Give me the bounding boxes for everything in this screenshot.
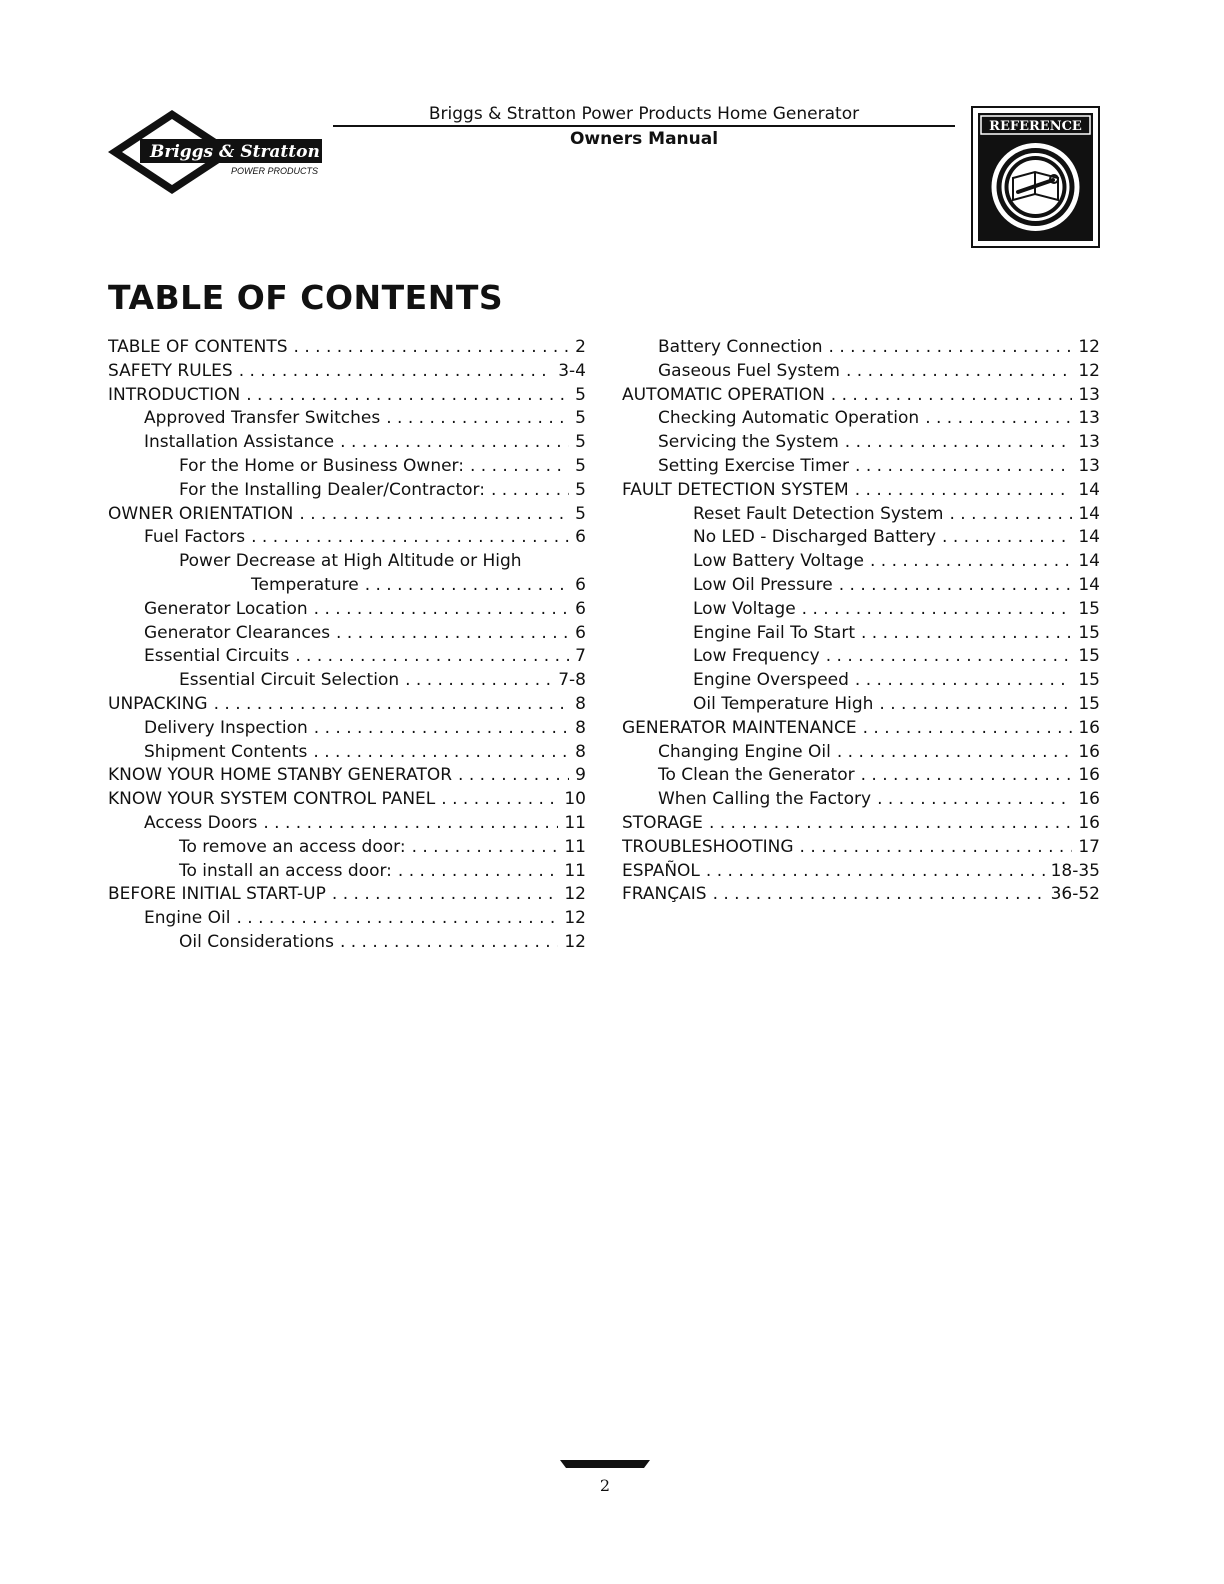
- toc-entry: [622, 812, 1100, 836]
- toc-entry-title: When Calling the Factory: [658, 789, 872, 810]
- toc-entry: [108, 907, 586, 931]
- toc-entry: [622, 336, 1100, 360]
- toc-entry: [108, 503, 586, 527]
- toc-entry-title: Engine Fail To Start: [693, 622, 855, 643]
- toc-entry-title: Oil Temperature High: [693, 693, 874, 714]
- toc-dot-leader: [942, 526, 1072, 550]
- toc-entry-title: To install an access door:: [179, 860, 392, 881]
- toc-entry-page: 14: [1078, 527, 1100, 548]
- toc-entry: [622, 764, 1100, 788]
- toc-dot-leader: [237, 907, 559, 931]
- toc-entry: [622, 550, 1100, 574]
- toc-dot-leader: [491, 479, 569, 503]
- toc-entry-page: 3-4: [558, 360, 586, 381]
- toc-dot-leader: [831, 384, 1073, 408]
- toc-entry: [622, 574, 1100, 598]
- toc-dot-leader: [314, 717, 569, 741]
- toc-dot-leader: [239, 360, 553, 384]
- toc-entry: [108, 431, 586, 455]
- toc-entry-title: Fuel Factors: [144, 527, 246, 548]
- toc-dot-leader: [877, 788, 1072, 812]
- toc-entry-page: 36-52: [1050, 884, 1100, 905]
- toc-entry: [622, 598, 1100, 622]
- toc-entry: [108, 812, 586, 836]
- toc-entry: [622, 503, 1100, 527]
- toc-entry-title: ESPAÑOL: [622, 860, 700, 881]
- toc-entry-title: Servicing the System: [658, 432, 839, 453]
- toc-dot-leader: [863, 717, 1073, 741]
- toc-entry-page: 17: [1078, 836, 1100, 857]
- toc-dot-leader: [837, 741, 1073, 765]
- toc-entry-page: 15: [1078, 622, 1100, 643]
- toc-entry: [622, 741, 1100, 765]
- toc-entry-title: AUTOMATIC OPERATION: [622, 384, 825, 405]
- toc-dot-leader: [925, 407, 1072, 431]
- document-subtitle: Owners Manual: [569, 129, 719, 149]
- toc-entry-title: Oil Considerations: [179, 931, 334, 952]
- toc-entry: [108, 836, 586, 860]
- toc-entry-title: Generator Location: [144, 598, 308, 619]
- toc-entry: [108, 931, 586, 955]
- toc-entry-page: 8: [575, 717, 586, 738]
- toc-entry-page: 5: [575, 432, 586, 453]
- toc-entry-page: 6: [575, 598, 586, 619]
- toc-dot-leader: [314, 598, 570, 622]
- toc-entry-page: 5: [575, 408, 586, 429]
- toc-entry-page: 5: [575, 503, 586, 524]
- toc-entry-title: TABLE OF CONTENTS: [108, 337, 288, 357]
- toc-entry-title: Temperature: [251, 574, 359, 595]
- toc-dot-leader: [706, 860, 1045, 884]
- toc-entry: [108, 526, 586, 550]
- toc-dot-leader: [870, 550, 1072, 574]
- toc-dot-leader: [412, 836, 559, 860]
- book-wrench-icon: [992, 143, 1080, 231]
- toc-entry-title: Reset Fault Detection System: [693, 503, 944, 524]
- toc-entry-title: TROUBLESHOOTING: [622, 836, 794, 857]
- toc-entry: [108, 669, 586, 693]
- toc-dot-leader: [829, 336, 1073, 360]
- toc-entry-page: 13: [1078, 432, 1100, 453]
- toc-entry-title: No LED - Discharged Battery: [693, 527, 937, 548]
- toc-entry-title: Power Decrease at High Altitude or High: [179, 551, 522, 572]
- toc-entry-page: 16: [1078, 789, 1100, 810]
- toc-entry: [622, 860, 1100, 884]
- toc-entry-title: Changing Engine Oil: [658, 741, 831, 762]
- toc-dot-leader: [294, 336, 570, 360]
- toc-dot-leader: [861, 622, 1072, 646]
- toc-entry: [622, 431, 1100, 455]
- toc-entry: [622, 360, 1100, 384]
- toc-entry-title: For the Home or Business Owner:: [179, 455, 464, 476]
- toc-entry-title: Checking Automatic Operation: [658, 408, 920, 429]
- toc-entry-page: 11: [564, 812, 586, 833]
- toc-entry: [622, 788, 1100, 812]
- toc-dot-leader: [365, 574, 569, 598]
- toc-entry-title: Essential Circuits: [144, 646, 290, 667]
- toc-dot-leader: [246, 384, 569, 408]
- toc-entry-title: Approved Transfer Switches: [144, 408, 381, 429]
- toc-entry-page: 16: [1078, 812, 1100, 833]
- toc-dot-leader: [861, 764, 1073, 788]
- toc-dot-leader: [709, 812, 1072, 836]
- toc-entry: [622, 407, 1100, 431]
- toc-entry: [108, 407, 586, 431]
- toc-dot-leader: [332, 883, 558, 907]
- toc-entry-page: 12: [1078, 337, 1100, 357]
- toc-dot-leader: [855, 455, 1072, 479]
- toc-dot-leader: [845, 431, 1073, 455]
- toc-entry-page: 16: [1078, 765, 1100, 786]
- toc-entry: [622, 669, 1100, 693]
- toc-dot-leader: [839, 574, 1073, 598]
- toc-entry: [108, 598, 586, 622]
- toc-dot-leader: [800, 836, 1073, 860]
- toc-dot-leader: [441, 788, 558, 812]
- toc-entry-title: Engine Oil: [144, 908, 231, 929]
- toc-entry-page: 8: [575, 693, 586, 714]
- toc-dot-leader: [855, 669, 1072, 693]
- toc-entry-title: To remove an access door:: [179, 836, 406, 857]
- toc-entry-page: 10: [564, 789, 586, 810]
- toc-dot-leader: [340, 931, 558, 955]
- toc-entry-title: Shipment Contents: [144, 741, 308, 762]
- toc-entry-title: UNPACKING: [108, 693, 208, 714]
- toc-entry-page: 13: [1078, 455, 1100, 476]
- toc-entry-page: 15: [1078, 646, 1100, 667]
- toc-entry: [108, 717, 586, 741]
- toc-entry-page: 5: [575, 455, 586, 476]
- toc-entry-title: KNOW YOUR SYSTEM CONTROL PANEL: [108, 789, 436, 810]
- toc-entry-page: 6: [575, 622, 586, 643]
- toc-entry-page: 9: [575, 765, 586, 786]
- toc-entry: [622, 645, 1100, 669]
- toc-entry: [108, 336, 586, 360]
- toc-entry-page: 16: [1078, 741, 1100, 762]
- toc-entry-title: BEFORE INITIAL START-UP: [108, 884, 326, 905]
- toc-dot-leader: [802, 598, 1073, 622]
- toc-dot-leader: [340, 431, 569, 455]
- logo-wordmark: Briggs & Stratton: [150, 142, 320, 162]
- toc-entry-title: Essential Circuit Selection: [179, 670, 400, 691]
- toc-entry: [108, 693, 586, 717]
- toc-dot-leader: [299, 503, 569, 527]
- toc-entry: [108, 550, 586, 574]
- badge-label: REFERENCE: [989, 119, 1082, 134]
- toc-dot-leader: [879, 693, 1072, 717]
- toc-right-column: [622, 336, 1100, 907]
- toc-entry-page: 7: [575, 646, 586, 667]
- toc-entry-page: 18-35: [1050, 860, 1100, 881]
- toc-entry: [108, 479, 586, 503]
- toc-entry-title: Low Battery Voltage: [693, 551, 864, 572]
- toc-entry-title: Low Oil Pressure: [693, 574, 833, 595]
- toc-entry-title: INTRODUCTION: [108, 384, 241, 405]
- brand-logo: [106, 106, 332, 198]
- toc-entry-page: 16: [1078, 717, 1100, 738]
- toc-entry-title: Setting Exercise Timer: [658, 455, 850, 476]
- toc-entry-page: 7-8: [558, 670, 586, 691]
- toc-entry-title: Installation Assistance: [144, 432, 335, 453]
- toc-dot-leader: [470, 455, 569, 479]
- toc-entry: [108, 622, 586, 646]
- toc-entry-title: For the Installing Dealer/Contractor:: [179, 479, 485, 500]
- toc-entry-page: 12: [564, 884, 586, 905]
- toc-dot-leader: [713, 883, 1045, 907]
- toc-entry-title: SAFETY RULES: [108, 360, 233, 381]
- toc-entry-page: 14: [1078, 574, 1100, 595]
- toc-dot-leader: [386, 407, 569, 431]
- toc-dot-leader: [949, 503, 1072, 527]
- toc-entry: [108, 455, 586, 479]
- toc-dot-leader: [336, 622, 569, 646]
- toc-entry-title: OWNER ORIENTATION: [108, 503, 294, 524]
- toc-entry-page: 5: [575, 384, 586, 405]
- reference-badge: [971, 106, 1100, 248]
- toc-entry: [622, 384, 1100, 408]
- toc-entry: [622, 455, 1100, 479]
- toc-entry: [622, 693, 1100, 717]
- toc-dot-leader: [398, 860, 558, 884]
- header-divider: [333, 125, 955, 127]
- toc-entry-page: 12: [564, 908, 586, 929]
- toc-entry-page: 11: [564, 836, 586, 857]
- footer-bar: [560, 1460, 650, 1468]
- toc-entry: [622, 622, 1100, 646]
- toc-entry-title: Engine Overspeed: [693, 670, 849, 691]
- toc-entry-page: 12: [1078, 360, 1100, 381]
- toc-entry: [108, 788, 586, 812]
- toc-dot-leader: [251, 526, 569, 550]
- toc-entry-page: 2: [575, 337, 586, 357]
- toc-entry-title: Battery Connection: [658, 337, 823, 357]
- toc-entry-title: STORAGE: [622, 812, 703, 833]
- toc-entry: [622, 526, 1100, 550]
- toc-entry-page: 12: [564, 931, 586, 952]
- toc-entry-title: GENERATOR MAINTENANCE: [622, 717, 857, 738]
- toc-entry-title: Gaseous Fuel System: [658, 360, 840, 381]
- toc-entry-page: 14: [1078, 551, 1100, 572]
- toc-dot-leader: [295, 645, 569, 669]
- toc-entry: [108, 860, 586, 884]
- toc-entry: [622, 836, 1100, 860]
- toc-entry: [622, 883, 1100, 907]
- toc-entry: [108, 741, 586, 765]
- toc-entry: [108, 883, 586, 907]
- toc-entry-page: 15: [1078, 693, 1100, 714]
- toc-entry: [108, 384, 586, 408]
- toc-entry-title: Low Voltage: [693, 598, 796, 619]
- toc-entry: [108, 764, 586, 788]
- logo-subtext: POWER PRODUCTS: [231, 166, 319, 176]
- toc-dot-leader: [313, 741, 569, 765]
- document-title: Briggs & Stratton Power Products Home Generator: [428, 104, 860, 124]
- toc-entry-page: 8: [575, 741, 586, 762]
- toc-entry-page: 6: [575, 527, 586, 548]
- toc-entry: [622, 717, 1100, 741]
- toc-dot-leader: [826, 645, 1073, 669]
- toc-entry-title: Delivery Inspection: [144, 717, 308, 738]
- toc-entry-page: 5: [575, 479, 586, 500]
- toc-entry-title: FRANÇAIS: [622, 884, 707, 905]
- page-title: TABLE OF CONTENTS: [108, 278, 504, 317]
- toc-entry-title: FAULT DETECTION SYSTEM: [622, 479, 849, 500]
- toc-dot-leader: [405, 669, 552, 693]
- toc-dot-leader: [855, 479, 1073, 503]
- toc-entry-page: 6: [575, 574, 586, 595]
- toc-entry: [622, 479, 1100, 503]
- toc-dot-leader: [263, 812, 558, 836]
- toc-dot-leader: [846, 360, 1072, 384]
- page-number: 2: [599, 1476, 611, 1495]
- toc-entry-page: 15: [1078, 598, 1100, 619]
- toc-left-column: [108, 336, 586, 955]
- toc-entry-title: Generator Clearances: [144, 622, 331, 643]
- toc-entry: [108, 360, 586, 384]
- toc-dot-leader: [214, 693, 570, 717]
- toc-entry-title: Low Frequency: [693, 646, 820, 667]
- toc-entry-page: 14: [1078, 479, 1100, 500]
- toc-entry-title: To Clean the Generator: [658, 765, 855, 786]
- toc-entry: [108, 574, 586, 598]
- toc-entry: [108, 645, 586, 669]
- toc-entry-title: KNOW YOUR HOME STANBY GENERATOR: [108, 765, 453, 786]
- toc-entry-page: 13: [1078, 384, 1100, 405]
- toc-dot-leader: [458, 764, 569, 788]
- toc-entry-page: 11: [564, 860, 586, 881]
- toc-entry-page: 15: [1078, 670, 1100, 691]
- toc-entry-title: Access Doors: [144, 812, 258, 833]
- toc-entry-page: 13: [1078, 408, 1100, 429]
- toc-entry-page: 14: [1078, 503, 1100, 524]
